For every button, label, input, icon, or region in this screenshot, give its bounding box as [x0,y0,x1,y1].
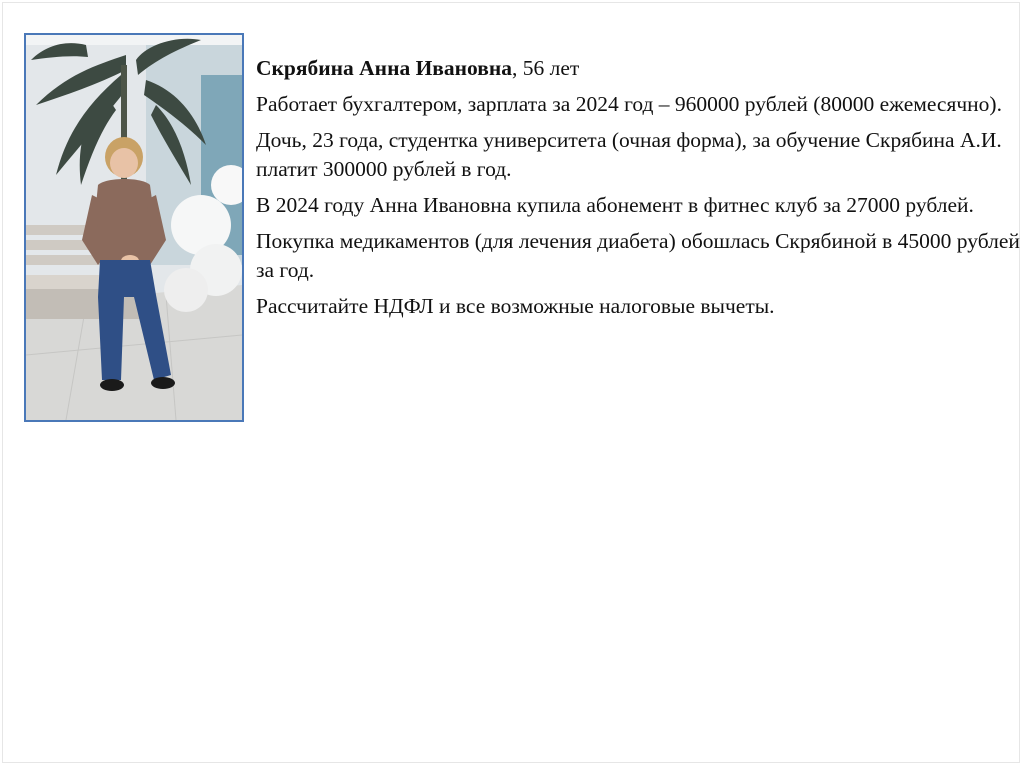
medication-paragraph: Покупка медикаментов (для лечения диабета) обошлась Скрябиной в 45000 рублей за год. [256,229,1020,282]
person-line [256,54,1020,83]
task-text [256,54,1020,328]
daughter-tuition-paragraph: Дочь, 23 года, студентка университета (очная форма), за обучение Скрябина А.И. платит 300000 рублей в год. [256,128,1002,181]
task-question: Рассчитайте НДФЛ и все возможные налоговые вычеты. [256,294,775,318]
salary-paragraph: Работает бухгалтером, зарплата за 2024 год – 960000 рублей (80000 ежемесячно). [256,92,1002,116]
person-age: , 56 лет [512,56,580,80]
photo-illustration [26,35,242,420]
person-name: Скрябина Анна Ивановна [256,56,513,80]
person-photo [24,33,244,422]
fitness-paragraph: В 2024 году Анна Ивановна купила абонемент в фитнес клуб за 27000 рублей. [256,193,974,217]
